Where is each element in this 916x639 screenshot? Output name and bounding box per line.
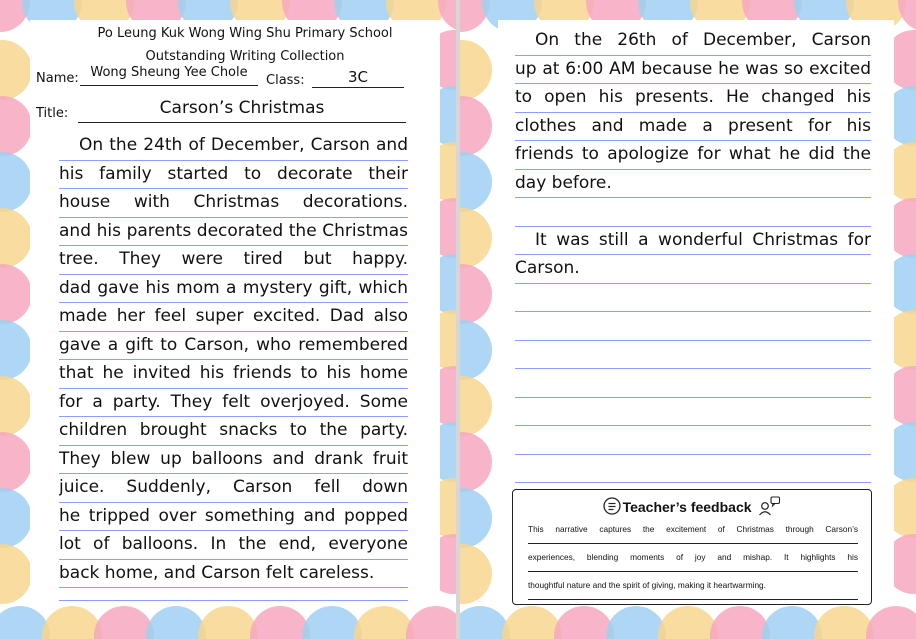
polka-dot (460, 432, 492, 492)
polka-dot (606, 606, 666, 639)
polka-dot (866, 606, 916, 639)
polka-dot (198, 606, 258, 639)
polka-dot (0, 544, 32, 604)
text-line: clothes and made a present for his (515, 113, 871, 142)
blank-rule (515, 426, 871, 455)
essay-body-left (59, 132, 408, 588)
text-line: It was still a wonderful Christmas for (515, 227, 871, 256)
collection-title: Outstanding Writing Collection (145, 49, 345, 64)
text-line: to open his presents. He changed his (515, 84, 871, 113)
polka-dot (0, 40, 32, 100)
text-line: back home, and Carson felt careless. (59, 560, 408, 589)
polka-dot (146, 606, 206, 639)
text-line: juice. Suddenly, Carson fell down (59, 474, 408, 503)
text-line: tree. They were tired but happy. (59, 246, 408, 275)
polka-dot (0, 152, 32, 212)
feedback-title-row (513, 496, 871, 516)
school-name: Po Leung Kuk Wong Wing Shu Primary School (97, 26, 393, 41)
polka-dot (460, 152, 492, 212)
polka-dot (302, 606, 362, 639)
text-line: friends to apologize for what he did the (515, 141, 871, 170)
name-label: Name: (36, 71, 79, 86)
teacher-feedback-box (512, 489, 872, 605)
polka-dot (658, 606, 718, 639)
class-label: Class: (266, 73, 305, 88)
polka-dot (554, 606, 614, 639)
polka-dot (460, 40, 492, 100)
polka-dot (710, 606, 770, 639)
polka-dot (762, 606, 822, 639)
polka-dot (460, 544, 492, 604)
polka-dot (460, 264, 492, 324)
polka-dot (0, 488, 32, 548)
text-line: They blew up balloons and drank fruit (59, 446, 408, 475)
feedback-line: This narrative captures the excitement of Christmas through Carson’s (528, 516, 858, 544)
text-line: On the 24th of December, Carson and (59, 132, 408, 161)
polka-dot (898, 0, 916, 32)
blank-rule (515, 341, 871, 370)
text-line: his family started to decorate their (59, 161, 408, 190)
blank-rule (515, 312, 871, 341)
text-line: that he invited his friends to his home (59, 360, 408, 389)
polka-dot (438, 0, 456, 32)
text-line: he tripped over something and popped (59, 503, 408, 532)
polka-dot (814, 606, 874, 639)
polka-dot (42, 606, 102, 639)
feedback-line: experiences, blending moments of joy and mishap. It highlights his (528, 544, 858, 572)
blank-rule (515, 369, 871, 398)
polka-dot (0, 96, 32, 156)
polka-dot (0, 208, 32, 268)
polka-dot (502, 606, 562, 639)
text-line: and his parents decorated the Christmas (59, 218, 408, 247)
title-label: Title: (36, 106, 69, 121)
student-name: Wong Sheung Yee Chole (80, 65, 258, 86)
essay-body-right (515, 27, 871, 512)
text-line: dad gave his mom a mystery gift, which (59, 275, 408, 304)
text-line: lot of balloons. In the end, everyone (59, 531, 408, 560)
polka-dot (0, 376, 32, 436)
polka-dot (460, 320, 492, 380)
polka-dot (0, 264, 32, 324)
text-line: house with Christmas decorations. (59, 189, 408, 218)
blank-rule (515, 284, 871, 313)
text-line (515, 198, 871, 227)
blank-rule (515, 455, 871, 484)
blank-rule (59, 572, 408, 601)
feedback-text (528, 516, 858, 600)
text-line: gave a gift to Carson, who remembered (59, 332, 408, 361)
feedback-title: Teacher’s feedback (622, 499, 752, 515)
polka-dot (460, 376, 492, 436)
polka-dot (460, 208, 492, 268)
text-line: made her feel super excited. Dad also (59, 303, 408, 332)
polka-dot (0, 320, 32, 380)
feedback-line: thoughtful nature and the spirit of giving, making it heartwarming. (528, 572, 858, 600)
polka-dot (250, 606, 310, 639)
polka-dot (0, 432, 32, 492)
blank-rule (515, 398, 871, 427)
text-line: children brought snacks to the party. (59, 417, 408, 446)
polka-dot (460, 488, 492, 548)
polka-dot (94, 606, 154, 639)
text-line: day before. (515, 170, 871, 199)
text-line: Carson. (515, 255, 871, 284)
essay-title: Carson’s Christmas (78, 98, 406, 123)
polka-dot (406, 606, 456, 639)
text-line: On the 26th of December, Carson (515, 27, 871, 56)
polka-dot (354, 606, 414, 639)
text-line: up at 6:00 AM because he was so excited (515, 56, 871, 85)
polka-dot (460, 96, 492, 156)
teacher-chat-icon (757, 496, 781, 516)
text-line: for a party. They felt overjoyed. Some (59, 389, 408, 418)
notepad-icon (603, 497, 621, 515)
class-value: 3C (312, 68, 404, 88)
